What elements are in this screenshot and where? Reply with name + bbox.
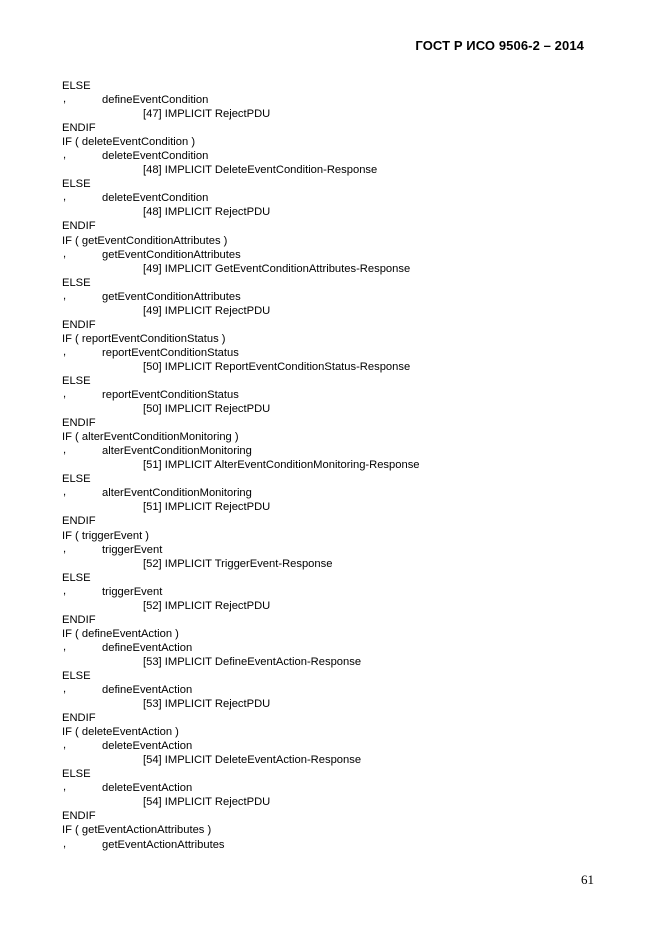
code-line: [62, 697, 622, 711]
code-line: [62, 599, 622, 613]
code-line: [62, 809, 622, 823]
code-line-comma: ,: [63, 289, 67, 302]
code-line: [62, 416, 622, 430]
code-line: [62, 262, 622, 276]
code-line-comma: ,: [63, 781, 67, 794]
code-line-text: IF ( alterEventConditionMonitoring ): [62, 431, 239, 444]
code-line-text: [50] IMPLICIT ReportEventConditionStatus-Response: [143, 360, 411, 373]
code-line-text: ELSE: [62, 768, 91, 781]
code-line-text: ENDIF: [62, 318, 96, 331]
code-line-text: IF ( reportEventConditionStatus ): [62, 332, 226, 345]
code-line: [62, 571, 622, 585]
code-line-text: triggerEvent: [102, 585, 163, 598]
code-line-comma: ,: [63, 837, 67, 850]
document-header: ГОСТ Р ИСО 9506-2 – 2014: [415, 38, 584, 53]
code-line: [62, 823, 622, 837]
code-line: [62, 135, 622, 149]
code-line: [62, 388, 622, 402]
code-line: [62, 121, 622, 135]
code-line: [62, 529, 622, 543]
code-line: [62, 838, 622, 852]
code-line: [62, 557, 622, 571]
code-line: [62, 500, 622, 514]
code-line-text: defineEventAction: [102, 641, 193, 654]
code-line-text: ENDIF: [62, 220, 96, 233]
code-line-comma: ,: [63, 486, 67, 499]
code-line-text: IF ( getEventActionAttributes ): [62, 824, 212, 837]
code-line-text: getEventActionAttributes: [102, 838, 225, 851]
code-line-comma: ,: [63, 640, 67, 653]
code-line: [62, 781, 622, 795]
code-line: [62, 627, 622, 641]
code-line: [62, 219, 622, 233]
code-line-comma: ,: [63, 149, 67, 162]
code-line: [62, 93, 622, 107]
code-line: [62, 318, 622, 332]
code-line: [62, 248, 622, 262]
code-line: [62, 444, 622, 458]
asn1-code-listing: [62, 79, 622, 852]
code-line-comma: ,: [63, 584, 67, 597]
code-line: [62, 486, 622, 500]
code-line: [62, 543, 622, 557]
code-line: [62, 276, 622, 290]
code-line-text: ENDIF: [62, 417, 96, 430]
code-line-text: ELSE: [62, 473, 91, 486]
code-line: [62, 374, 622, 388]
code-line-text: defineEventAction: [102, 684, 193, 697]
code-line-text: [50] IMPLICIT RejectPDU: [143, 403, 271, 416]
code-line: [62, 795, 622, 809]
code-line: [62, 472, 622, 486]
code-line: [62, 739, 622, 753]
code-line-text: ELSE: [62, 80, 91, 92]
code-line: [62, 163, 622, 177]
code-line-text: [48] IMPLICIT DeleteEventCondition-Response: [143, 164, 378, 177]
code-line-text: IF ( defineEventAction ): [62, 627, 179, 640]
code-line: [62, 177, 622, 191]
code-line: [62, 290, 622, 304]
code-line-comma: ,: [63, 93, 67, 106]
code-line: [62, 514, 622, 528]
code-line-text: reportEventConditionStatus: [102, 389, 239, 402]
code-line-text: alterEventConditionMonitoring: [102, 487, 252, 500]
code-line-text: IF ( getEventConditionAttributes ): [62, 234, 228, 247]
code-line-text: ELSE: [62, 669, 91, 682]
code-line-text: getEventConditionAttributes: [102, 248, 241, 261]
code-line-text: [53] IMPLICIT DefineEventAction-Response: [143, 655, 362, 668]
code-line-text: ENDIF: [62, 122, 96, 135]
code-line-text: deleteEventAction: [102, 782, 193, 795]
code-line-text: [52] IMPLICIT TriggerEvent-Response: [143, 557, 333, 570]
code-line-text: [54] IMPLICIT RejectPDU: [143, 796, 271, 809]
code-line-text: ENDIF: [62, 810, 96, 823]
code-line-text: [49] IMPLICIT GetEventConditionAttributes-Response: [143, 262, 411, 275]
code-line-text: [51] IMPLICIT RejectPDU: [143, 501, 271, 514]
code-line-text: triggerEvent: [102, 543, 163, 556]
code-line-text: [47] IMPLICIT RejectPDU: [143, 108, 271, 121]
code-line-text: deleteEventCondition: [102, 150, 209, 163]
code-line: [62, 346, 622, 360]
code-line-text: getEventConditionAttributes: [102, 290, 241, 303]
code-line-text: ENDIF: [62, 515, 96, 528]
code-line: [62, 753, 622, 767]
code-line-text: IF ( deleteEventCondition ): [62, 136, 196, 149]
code-line-text: [54] IMPLICIT DeleteEventAction-Response: [143, 754, 362, 767]
code-line-text: ELSE: [62, 374, 91, 387]
code-line: [62, 205, 622, 219]
code-line: [62, 430, 622, 444]
code-line-comma: ,: [63, 191, 67, 204]
code-line-text: deleteEventCondition: [102, 192, 209, 205]
code-line-text: ENDIF: [62, 613, 96, 626]
code-line-text: alterEventConditionMonitoring: [102, 445, 252, 458]
code-line-text: ELSE: [62, 571, 91, 584]
code-line-comma: ,: [63, 388, 67, 401]
code-line-text: ELSE: [62, 178, 91, 191]
code-line: [62, 711, 622, 725]
code-line: [62, 332, 622, 346]
code-line: [62, 107, 622, 121]
code-line-comma: ,: [63, 345, 67, 358]
code-line-text: IF ( deleteEventAction ): [62, 726, 179, 739]
code-line: [62, 360, 622, 374]
code-line: [62, 613, 622, 627]
code-line-text: [49] IMPLICIT RejectPDU: [143, 304, 271, 317]
code-line: [62, 149, 622, 163]
code-line: [62, 304, 622, 318]
code-line-comma: ,: [63, 542, 67, 555]
code-line: [62, 458, 622, 472]
code-line-text: IF ( triggerEvent ): [62, 529, 150, 542]
code-line: [62, 683, 622, 697]
code-line: [62, 234, 622, 248]
code-line-text: ENDIF: [62, 712, 96, 725]
code-line: [62, 585, 622, 599]
code-line: [62, 79, 622, 93]
code-line-text: [53] IMPLICIT RejectPDU: [143, 698, 271, 711]
code-line: [62, 655, 622, 669]
code-line-comma: ,: [63, 683, 67, 696]
code-line: [62, 669, 622, 683]
code-line-comma: ,: [63, 739, 67, 752]
code-line: [62, 725, 622, 739]
code-line-text: ELSE: [62, 276, 91, 289]
code-line-comma: ,: [63, 247, 67, 260]
code-line: [62, 641, 622, 655]
code-line-text: [51] IMPLICIT AlterEventConditionMonitoring-Response: [143, 459, 420, 472]
code-line-text: [48] IMPLICIT RejectPDU: [143, 206, 271, 219]
page-number: 61: [581, 872, 594, 887]
code-line: [62, 402, 622, 416]
code-line-text: reportEventConditionStatus: [102, 346, 239, 359]
code-line-text: defineEventCondition: [102, 94, 209, 107]
code-line-text: [52] IMPLICIT RejectPDU: [143, 599, 271, 612]
code-line-text: deleteEventAction: [102, 740, 193, 753]
code-line-comma: ,: [63, 444, 67, 457]
code-line: [62, 191, 622, 205]
code-line: [62, 767, 622, 781]
